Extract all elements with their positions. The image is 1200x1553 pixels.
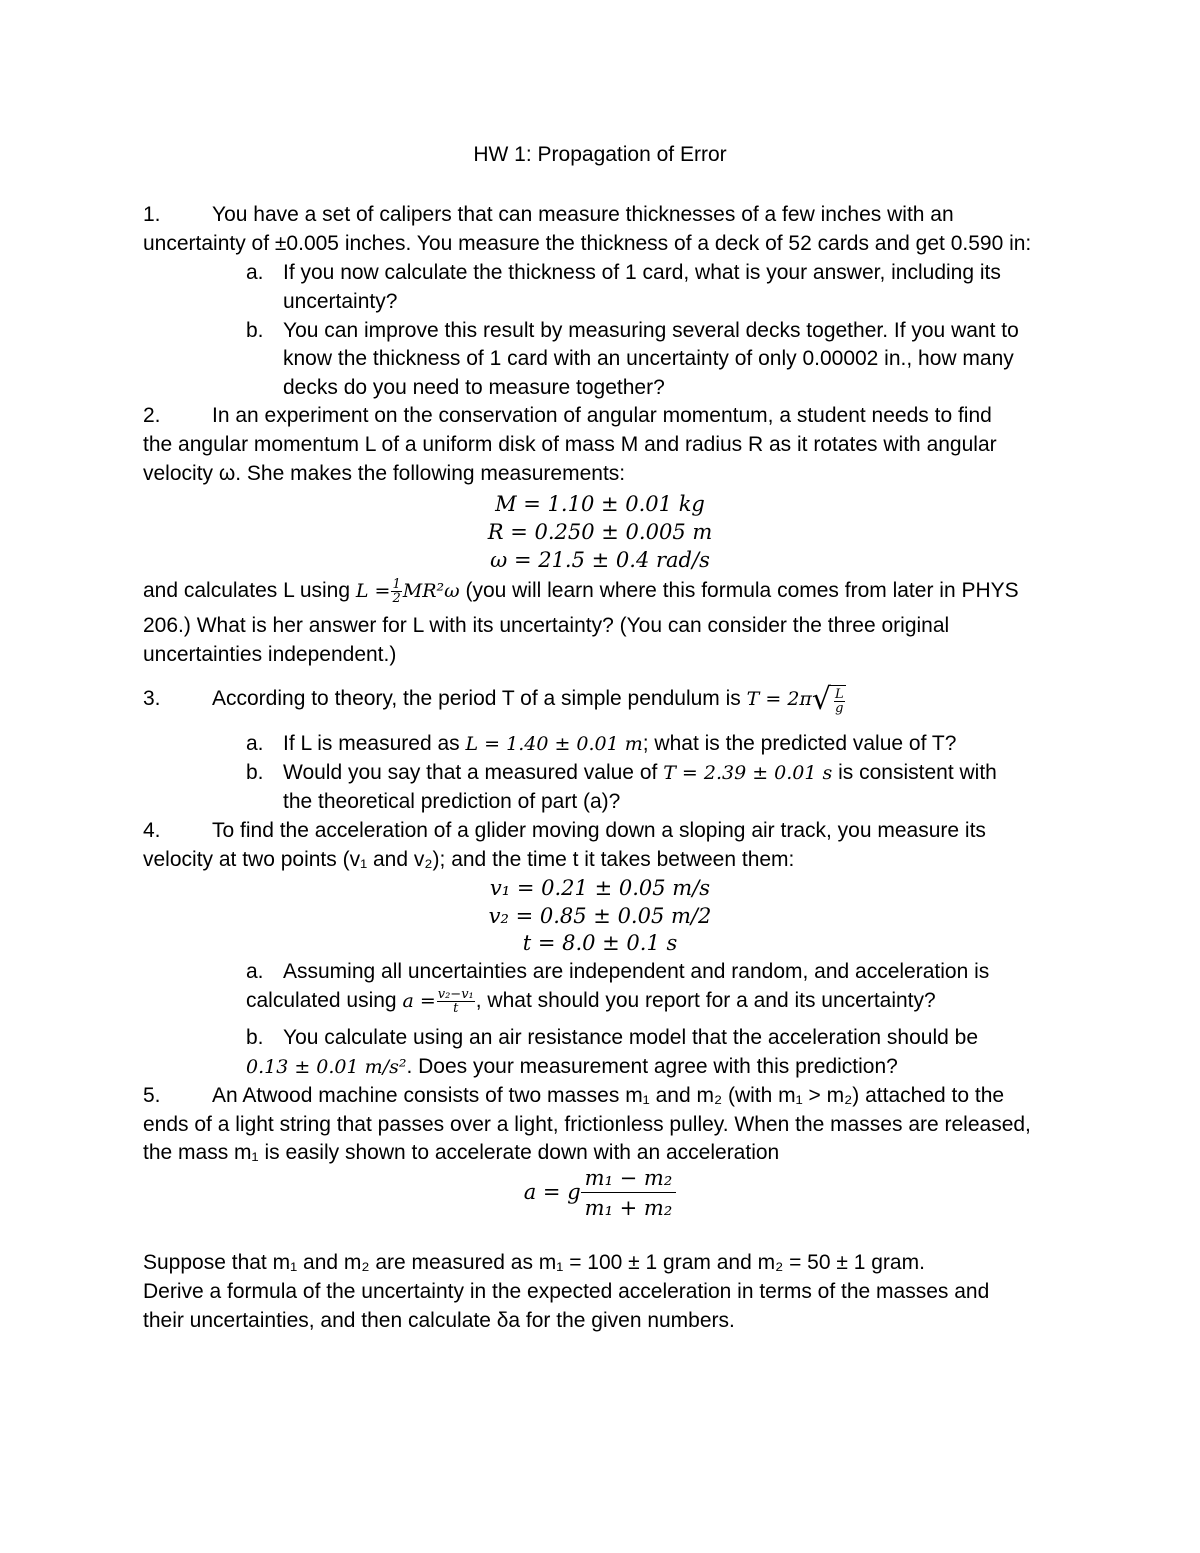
q2-equation-omega: ω = 21.5 ± 0.4 rad/s [490,548,710,572]
q2-formula-rhs: MR²ω [402,580,460,602]
q4-equation-t: t = 8.0 ± 0.1 s [522,931,678,955]
q2-line5: 206.) What is her answer for L with its uncertainty? (You can consider the three original [143,614,950,637]
q4-equation-v1: v₁ = 0.21 ± 0.05 m/s [489,876,711,900]
q3a-label: a. [246,732,264,755]
q4a-formula-fraction: $\frac{\text{v₂−v₁}}{t}$ [437,986,474,1016]
q4a-line1: Assuming all uncertainties are independent and random, and acceleration is [283,960,990,983]
q5-line6: their uncertainties, and then calculate δa for the given numbers. [143,1309,735,1332]
q4-equation-v2: v₂ = 0.85 ± 0.05 m/2 [488,904,712,928]
q3b-label: b. [246,761,264,784]
q5-line2: ends of a light string that passes over a light, frictionless pulley. When the masses are released, [143,1113,1031,1136]
q1a-line2: uncertainty? [283,290,398,313]
q2-formula-lhs: L = [355,580,391,602]
q1-number: 1. [143,203,161,226]
q4b-label: b. [246,1026,264,1049]
q1-line2: uncertainty of ±0.005 inches. You measure the thickness of a deck of 52 cards and get 0.590 in: [143,232,1032,255]
q1b-line1: You can improve this result by measuring several decks together. If you want to [283,319,1019,342]
q3-number: 3. [143,687,161,710]
q3-formula-lhs: T = 2π [746,688,812,710]
q2-number: 2. [143,404,161,427]
q1b-line2: know the thickness of 1 card with an uncertainty of only 0.00002 in., how many [283,347,1014,370]
q3b-line2: the theoretical prediction of part (a)? [283,790,621,813]
q5-number: 5. [143,1084,161,1107]
q3b-line1: Would you say that a measured value of T = 2.39 ± 0.01 s is consistent with [283,761,997,784]
q3a-line1: If L is measured as L = 1.40 ± 0.01 m; what is the predicted value of T? [283,732,957,755]
q5-line3: the mass m₁ is easily shown to accelerate down with an acceleration [143,1141,780,1164]
q5-line5: Derive a formula of the uncertainty in the expected acceleration in terms of the masses and [143,1280,990,1303]
page-title: HW 1: Propagation of Error [473,143,727,166]
q2-formula-fraction: $\frac{1}{2}$ [392,576,401,606]
q1a-label: a. [246,261,264,284]
q4a-label: a. [246,960,264,983]
q2-line2: the angular momentum L of a uniform disk of mass M and radius R as it rotates with angular [143,433,997,456]
q5-line4: Suppose that m₁ and m₂ are measured as m₁ = 100 ± 1 gram and m₂ = 50 ± 1 gram. [143,1251,925,1274]
q2-line6: uncertainties independent.) [143,643,397,666]
q1b-line3: decks do you need to measure together? [283,376,665,399]
q4-line2: velocity at two points (v₁ and v₂); and the time t it takes between them: [143,848,795,871]
q4b-line2: 0.13 ± 0.01 m/s². Does your measurement agree with this prediction? [246,1055,898,1078]
q4a-line2: calculated using a = $\frac{\text{v₂−v₁}}{t}$ , what should you report for a and its uncertainty? [246,986,936,1016]
q2-line4: and calculates L using L = $\frac{1}{2}$ MR²ω (you will learn where this formula comes from later in PHYS [143,576,1019,606]
q2-equation-mass: M = 1.10 ± 0.01 kg [495,492,705,516]
q2-equation-radius: R = 0.250 ± 0.005 m [487,520,713,544]
q4b-line1: You calculate using an air resistance model that the acceleration should be [283,1026,978,1049]
q4-number: 4. [143,819,161,842]
q3-formula-sqrt: √ $\frac{L}{g}$ [811,682,844,718]
q2-line3: velocity ω. She makes the following measurements: [143,462,626,485]
q1b-label: b. [246,319,264,342]
document-page: HW 1: Propagation of Error 1. You have a set of calipers that can measure thicknesses of a few inches with an uncertainty of ±0.005 inches. You measure the thickness of a deck of 52 cards and get 0.590 in: a. If you now calculate the thickness of 1 card, what is your answer, including its uncertainty? b. You can improve this result by measuring several decks together. If you want to know the thickness of 1 card with an uncertainty of only 0.00002 in., how many decks do you need to measure together? 2. In an experiment on the conservation of angular momentum, a student needs to find the angular momentum L of a uniform disk of mass M and radius R as it rotates with angular velocity ω. She makes the following measurements: M = 1.10 ± 0.01 kg R = 0.250 ± 0.005 m ω = 21.5 ± 0.4 rad/s and calculates L using L = $\frac{1}{2}$ MR²ω (you will learn where this formula comes from later in PHYS 206.) What is her answer for L with its uncertainty? (You can consider the three original uncertainties independent.) 3. According to theory, the period T of a simple pendulum is T = 2π√ $\frac{L}{g}$ a. If L is measured as L = 1.40 ± 0.01 m; what is the predicted value of T? b. Would you say that a measured value of T = 2.39 ± 0.01 s is consistent with the theoretical prediction of part (a)? 4. To find the acceleration of a glider moving down a sloping air track, you measure its velocity at two points (v₁ and v₂); and the time t it takes between them: v₁ = 0.21 ± 0.05 m/s v₂ = 0.85 ± 0.05 m/2 t = 8.0 ± 0.1 s a. Assuming all uncertainties are independent and random, and acceleration is calculated using a = $\frac{\text{v₂−v₁}}{t}$ , what should you report for a and its uncertainty? b. You calculate using an air resistance model that the acceleration should be 0.13 ± 0.01 m/s². Does your measurement agree with this prediction? 5. An Atwood machine consists of two masses m₁ and m₂ (with m₁ > m₂) attached to the ends of a light string that passes over a light, frictionless pulley. When the masses are released, the mass m₁ is easily shown to accelerate down with an acceleration a = g $\frac{\text{m₁ − m₂}}{\text{m₁ + m₂}}$ Suppose that m₁ and m₂ are measured as m₁ = 100 ± 1 gram and m₂ = 50 ± 1 gram. Derive a formula of the uncertainty in the expected acceleration in terms of the masses and their uncertainties, and then calculate δa for the given numbers. [0,0,1200,1553]
q5-acceleration-equation: a = g $\frac{\text{m₁ − m₂}}{\text{m₁ + m₂}}$ [0,1162,1200,1224]
q5-equation-fraction: $\frac{\text{m₁ − m₂}}{\text{m₁ + m₂}}$ [581,1164,677,1223]
q1a-line1: If you now calculate the thickness of 1 card, what is your answer, including its [283,261,1001,284]
